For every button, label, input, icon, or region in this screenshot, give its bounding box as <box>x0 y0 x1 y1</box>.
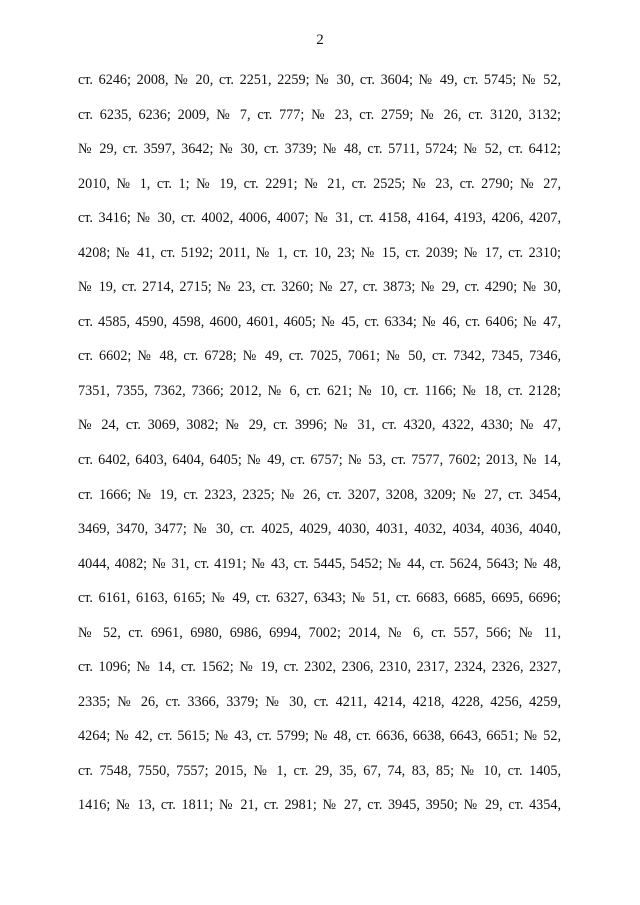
text-line: 3469, 3470, 3477; № 30, ст. 4025, 4029, 4030, 4031, 4032, 4034, 4036, 4040, <box>78 521 561 538</box>
text-line: № 29, ст. 3597, 3642; № 30, ст. 3739; № 48, ст. 5711, 5724; № 52, ст. 6412; <box>78 141 561 158</box>
text-line: 4208; № 41, ст. 5192; 2011, № 1, ст. 10, 23; № 15, ст. 2039; № 17, ст. 2310; <box>78 244 561 261</box>
text-line: ст. 6402, 6403, 6404, 6405; № 49, ст. 6757; № 53, ст. 7577, 7602; 2013, № 14, <box>78 452 561 469</box>
text-line: 1416; № 13, ст. 1811; № 21, ст. 2981; № 27, ст. 3945, 3950; № 29, ст. 4354, <box>78 797 561 814</box>
text-line: № 52, ст. 6961, 6980, 6986, 6994, 7002; 2014, № 6, ст. 557, 566; № 11, <box>78 624 561 641</box>
text-line: 2010, № 1, ст. 1; № 19, ст. 2291; № 21, ст. 2525; № 23, ст. 2790; № 27, <box>78 175 561 192</box>
text-line: 4264; № 42, ст. 5615; № 43, ст. 5799; № 48, ст. 6636, 6638, 6643, 6651; № 52, <box>78 728 561 745</box>
text-line: ст. 1096; № 14, ст. 1562; № 19, ст. 2302, 2306, 2310, 2317, 2324, 2326, 2327, <box>78 659 561 676</box>
text-line: ст. 7548, 7550, 7557; 2015, № 1, ст. 29, 35, 67, 74, 83, 85; № 10, ст. 1405, <box>78 762 561 779</box>
text-line: 4044, 4082; № 31, ст. 4191; № 43, ст. 5445, 5452; № 44, ст. 5624, 5643; № 48, <box>78 555 561 572</box>
text-line: ст. 3416; № 30, ст. 4002, 4006, 4007; № 31, ст. 4158, 4164, 4193, 4206, 4207, <box>78 210 561 227</box>
text-line: ст. 4585, 4590, 4598, 4600, 4601, 4605; № 45, ст. 6334; № 46, ст. 6406; № 47, <box>78 313 561 330</box>
text-line: ст. 6602; № 48, ст. 6728; № 49, ст. 7025, 7061; № 50, ст. 7342, 7345, 7346, <box>78 348 561 365</box>
text-line: ст. 6246; 2008, № 20, ст. 2251, 2259; № 30, ст. 3604; № 49, ст. 5745; № 52, <box>78 72 561 88</box>
text-line: ст. 6161, 6163, 6165; № 49, ст. 6327, 6343; № 51, ст. 6683, 6685, 6695, 6696; <box>78 590 561 607</box>
text-line: № 19, ст. 2714, 2715; № 23, ст. 3260; № 27, ст. 3873; № 29, ст. 4290; № 30, <box>78 279 561 296</box>
text-line: № 24, ст. 3069, 3082; № 29, ст. 3996; № 31, ст. 4320, 4322, 4330; № 47, <box>78 417 561 434</box>
text-line: ст. 6235, 6236; 2009, № 7, ст. 777; № 23, ст. 2759; № 26, ст. 3120, 3132; <box>78 106 561 123</box>
text-line: 2335; № 26, ст. 3366, 3379; № 30, ст. 4211, 4214, 4218, 4228, 4256, 4259, <box>78 693 561 710</box>
text-line: 7351, 7355, 7362, 7366; 2012, № 6, ст. 621; № 10, ст. 1166; № 18, ст. 2128; <box>78 382 561 399</box>
document-body <box>78 63 561 823</box>
page-number: 2 <box>316 32 324 48</box>
text-line: ст. 1666; № 19, ст. 2323, 2325; № 26, ст. 3207, 3208, 3209; № 27, ст. 3454, <box>78 486 561 503</box>
